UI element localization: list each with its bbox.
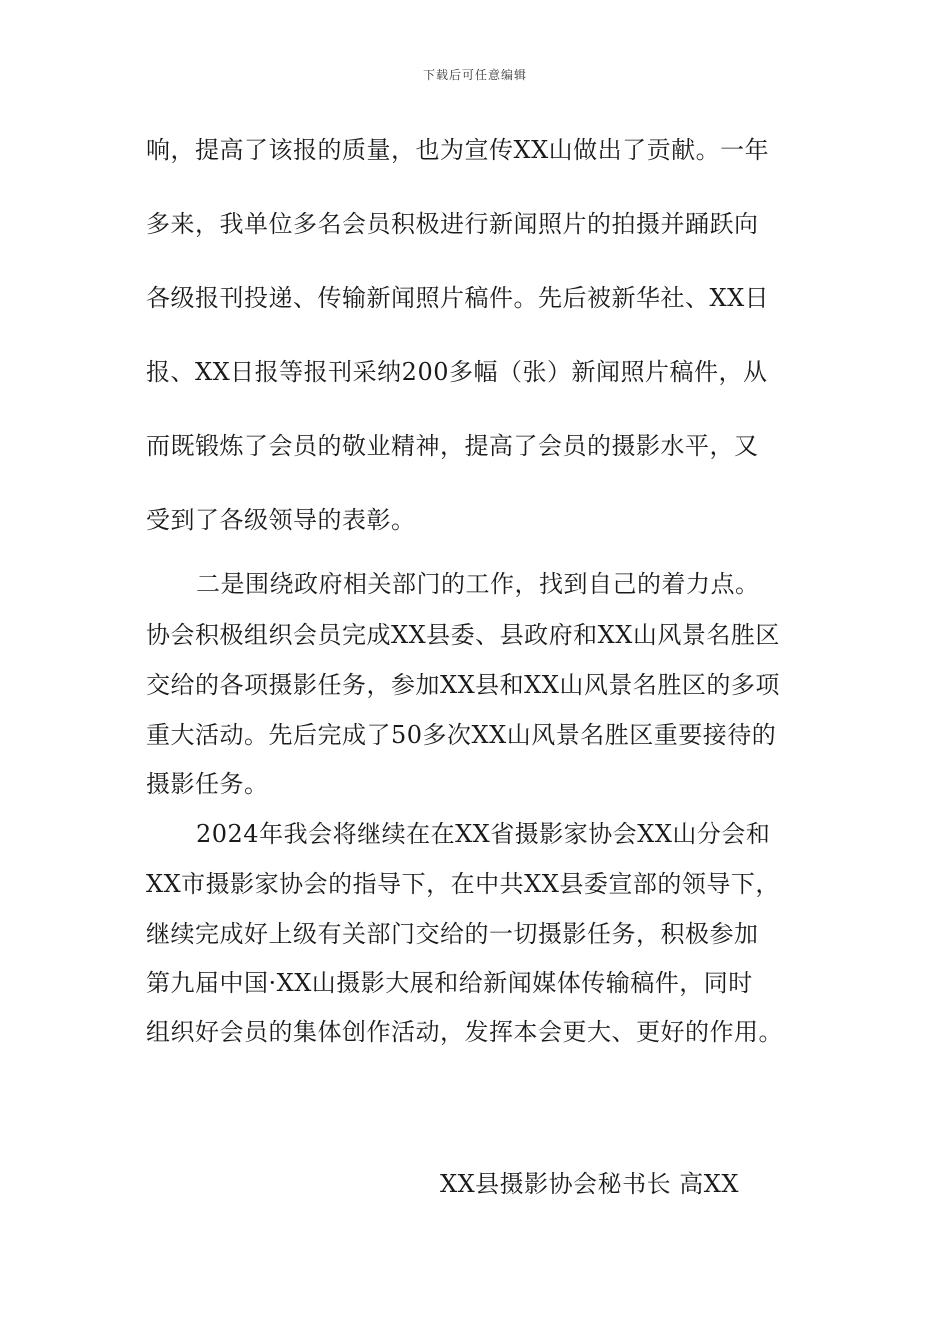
paragraph-line: 而既锻炼了会员的敬业精神，提高了会员的摄影水平，又 — [146, 432, 759, 460]
paragraph-line: 响，提高了该报的质量，也为宣传XX山做出了贡献。一年 — [146, 136, 770, 164]
paragraph-line: 摄影任务。 — [146, 770, 269, 798]
paragraph-line: 协会积极组织会员完成XX县委、县政府和XX山风景名胜区 — [146, 621, 780, 649]
paragraph-line: 受到了各级领导的表彰。 — [146, 506, 416, 534]
paragraph-line: 继续完成好上级有关部门交给的一切摄影任务，积极参加 — [146, 920, 759, 948]
paragraph-line: 组织好会员的集体创作活动，发挥本会更大、更好的作用。 — [146, 1018, 783, 1046]
paragraph-line: 多来，我单位多名会员积极进行新闻照片的拍摄并踊跃向 — [146, 210, 759, 238]
paragraph-line: 第九届中国·XX山摄影大展和给新闻媒体传输稿件，同时 — [146, 969, 753, 997]
page-header-note: 下载后可任意编辑 — [422, 68, 527, 82]
paragraph-line: 交给的各项摄影任务，参加XX县和XX山风景名胜区的多项 — [146, 671, 780, 699]
paragraph-line: 报、XX日报等报刊采纳200多幅（张）新闻照片稿件，从 — [146, 358, 768, 386]
paragraph-line: 各级报刊投递、传输新闻照片稿件。先后被新华社、XX日 — [146, 284, 770, 312]
paragraph-line: 2024年我会将继续在在XX省摄影家协会XX山分会和 — [196, 820, 771, 848]
signature: XX县摄影协会秘书长 高XX — [440, 1170, 739, 1198]
paragraph-line: 重大活动。先后完成了50多次XX山风景名胜区重要接待的 — [146, 721, 777, 749]
paragraph-line: 二是围绕政府相关部门的工作，找到自己的着力点。 — [196, 570, 760, 598]
paragraph-line: XX市摄影家协会的指导下，在中共XX县委宣部的领导下， — [146, 870, 780, 898]
